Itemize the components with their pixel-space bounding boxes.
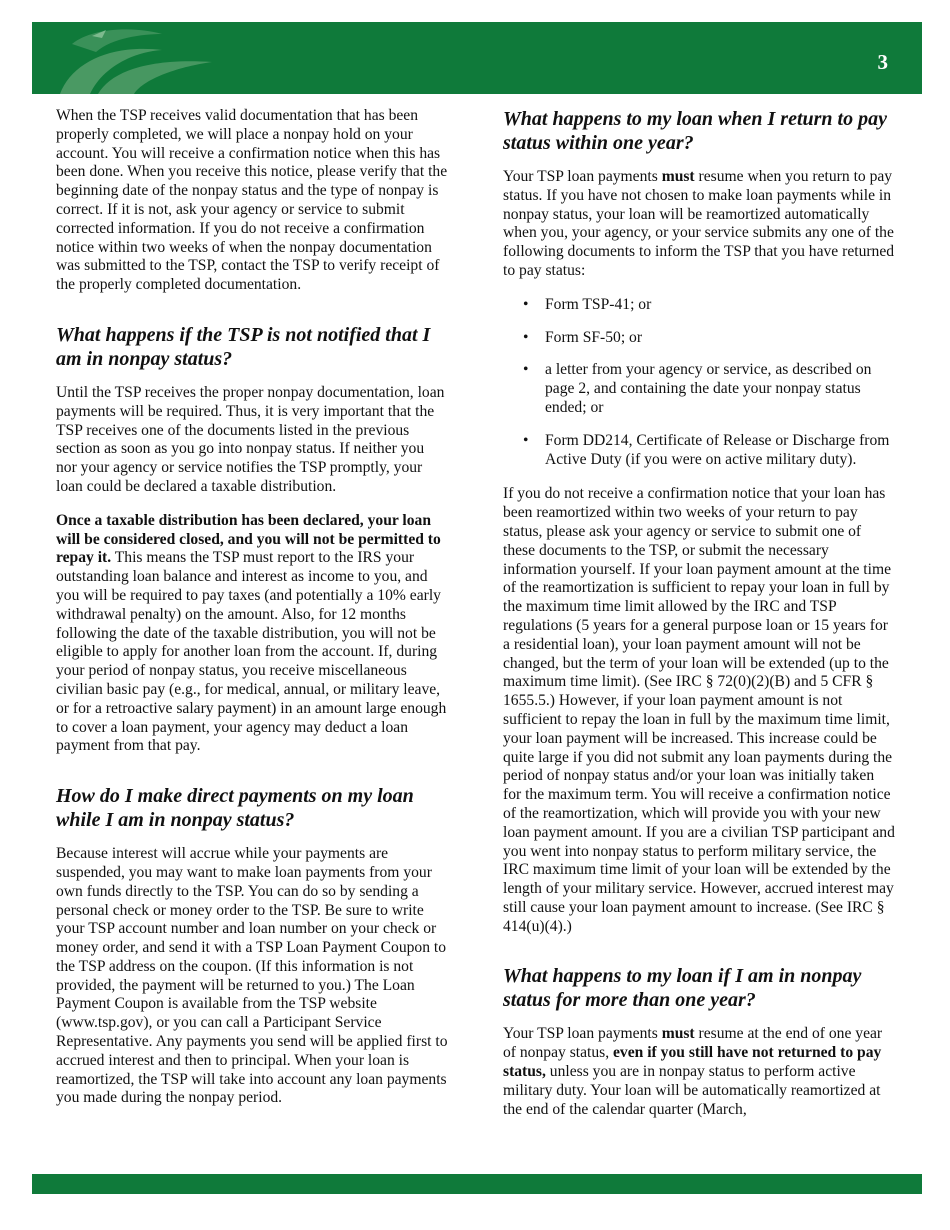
eagle-logo-icon [32,22,232,94]
list-item: • Form TSP-41; or [545,296,895,315]
header-band [32,22,922,94]
intro-paragraph: When the TSP receives valid documentation that has been properly completed, we will place a nonpay hold on your account. You will receive a confirmation notice when this has been done. When you receive this notice, please verify that the beginning date of the nonpay status and the type of nonpay is correct. If it is not, ask your agency or service to submit corrected information. If you do not receive a confirmation notice within two weeks of when the nonpay documentation was submitted to the TSP, contact the TSP to verify receipt of the properly completed documentation. [56,107,448,294]
documents-list [503,296,895,470]
return-pay-paragraph [503,168,895,281]
heading-not-notified: What happens if the TSP is not notified that I am in nonpay status? [56,323,431,370]
return-pay-text-b: resume when you return to pay status. If you have not chosen to make loan payments while in nonpay status, your loan will be reamortized automatically when you, your agency, or your service submits any one of the following documents to inform the TSP that you have returned to pay status: [503,168,895,279]
list-item: • Form SF-50; or [545,329,895,348]
page-number: 3 [877,50,888,74]
one-year-text-c: unless you are in nonpay status to perform active military duty. Your loan will be automatically reamortized at the end of the calendar quarter (March, [503,1063,881,1118]
more-than-one-year-paragraph [503,1025,895,1119]
return-pay-bold: must [661,168,695,185]
reamortization-paragraph: If you do not receive a confirmation notice that your loan has been reamortized within two weeks of your return to pay status, please ask your agency or service to submit one of these documents to the TSP, or submit the necessary information yourself. If your loan payment amount at the time of the reamortization is sufficient to repay your loan in full by the maximum time limit allowed by the IRC and TSP regulations (5 years for a general purpose loan or 15 years for a residential loan), your loan payment amount will not be changed, but the term of your loan will be extended (up to the maximum time limit). (See IRC § 72(0)(2)(B) and 5 CFR § 1655.5.) However, if your loan payment amount is not sufficient to repay the loan in full by the maximum time limit, your loan payment will be increased. This increase could be quite large if you did not submit any loan payments during the period of nonpay status and/or your loan was initially taken for the maximum term. You will receive a confirmation notice of the reamortization, which will provide you with your new loan payment amount. If you are a civilian TSP participant and you went into nonpay status to perform military service, the IRC maximum time limit of your loan will be extended by the length of your military service. However, accrued interest may still cause your loan payment amount to increase. (See IRC § 414(u)(4).) [503,485,895,935]
heading-return-pay-status: What happens to my loan when I return to pay status within one year? [503,108,887,154]
heading-direct-payments: How do I make direct payments on my loan while I am in nonpay status? [56,785,414,832]
taxable-distribution-paragraph [56,512,448,756]
list-item: • Form DD214, Certificate of Release or Discharge from Active Duty (if you were on active military duty). [545,432,895,470]
heading-more-than-one-year: What happens to my loan if I am in nonpay status for more than one year? [503,965,862,1012]
right-column [503,107,895,1134]
footer-band [32,1174,922,1194]
taxable-distribution-text: This means the TSP must report to the IRS your outstanding loan balance and interest as income to you, and you will be required to pay taxes (and potentially a 10% early withdrawal penalty) on the amount. Also, for 12 months following the date of the taxable distribution, you will not be eligible to apply for another loan from the account. If, during your period of nonpay status, you receive miscellaneous civilian basic pay (e.g., for medical, annual, or military leave, or for a retroactive salary payment) in an amount large enough to cover a loan payment, your agency may deduct a loan payment from that pay. [56,549,447,755]
return-pay-text-a: Your TSP loan payments [503,168,662,185]
one-year-bold-1: must [661,1025,695,1043]
not-notified-paragraph: Until the TSP receives the proper nonpay documentation, loan payments will be required. Thus, it is very important that the TSP receives one of the documents listed in the previous section as soon as you go into nonpay status. If neither you nor your agency or service notifies the TSP promptly, your loan could be declared a taxable distribution. [56,383,445,495]
list-item: • a letter from your agency or service, as described on page 2, and containing the date your nonpay status ended; or [545,361,895,417]
left-column [56,107,448,1123]
direct-payments-paragraph: Because interest will accrue while your payments are suspended, you may want to make loan payments from your own funds directly to the TSP. You can do so by sending a personal check or money order to the TSP. Be sure to write your TSP account number and loan number on your check or money order, and send it with a TSP Loan Payment Coupon to the TSP address on the coupon. (If this information is not provided, the payment will be returned to you.) The Loan Payment Coupon is available from the TSP website (www.tsp.gov), or you can call a Participant Service Representative. Any payments you send will be applied first to accrued interest and then to principal. When your loan is reamortized, the TSP will take into account any loan payments you made during the nonpay period. [56,845,448,1107]
one-year-bold-2: even if you still have not returned to pay status, [503,1044,882,1081]
one-year-text-b: resume at the end of one year of nonpay status, [503,1025,883,1062]
one-year-text-a: Your TSP loan payments [503,1025,662,1043]
taxable-distribution-bold: Once a taxable distribution has been declared, your loan will be considered closed, and you will not be permitted to repay it. [56,511,441,567]
